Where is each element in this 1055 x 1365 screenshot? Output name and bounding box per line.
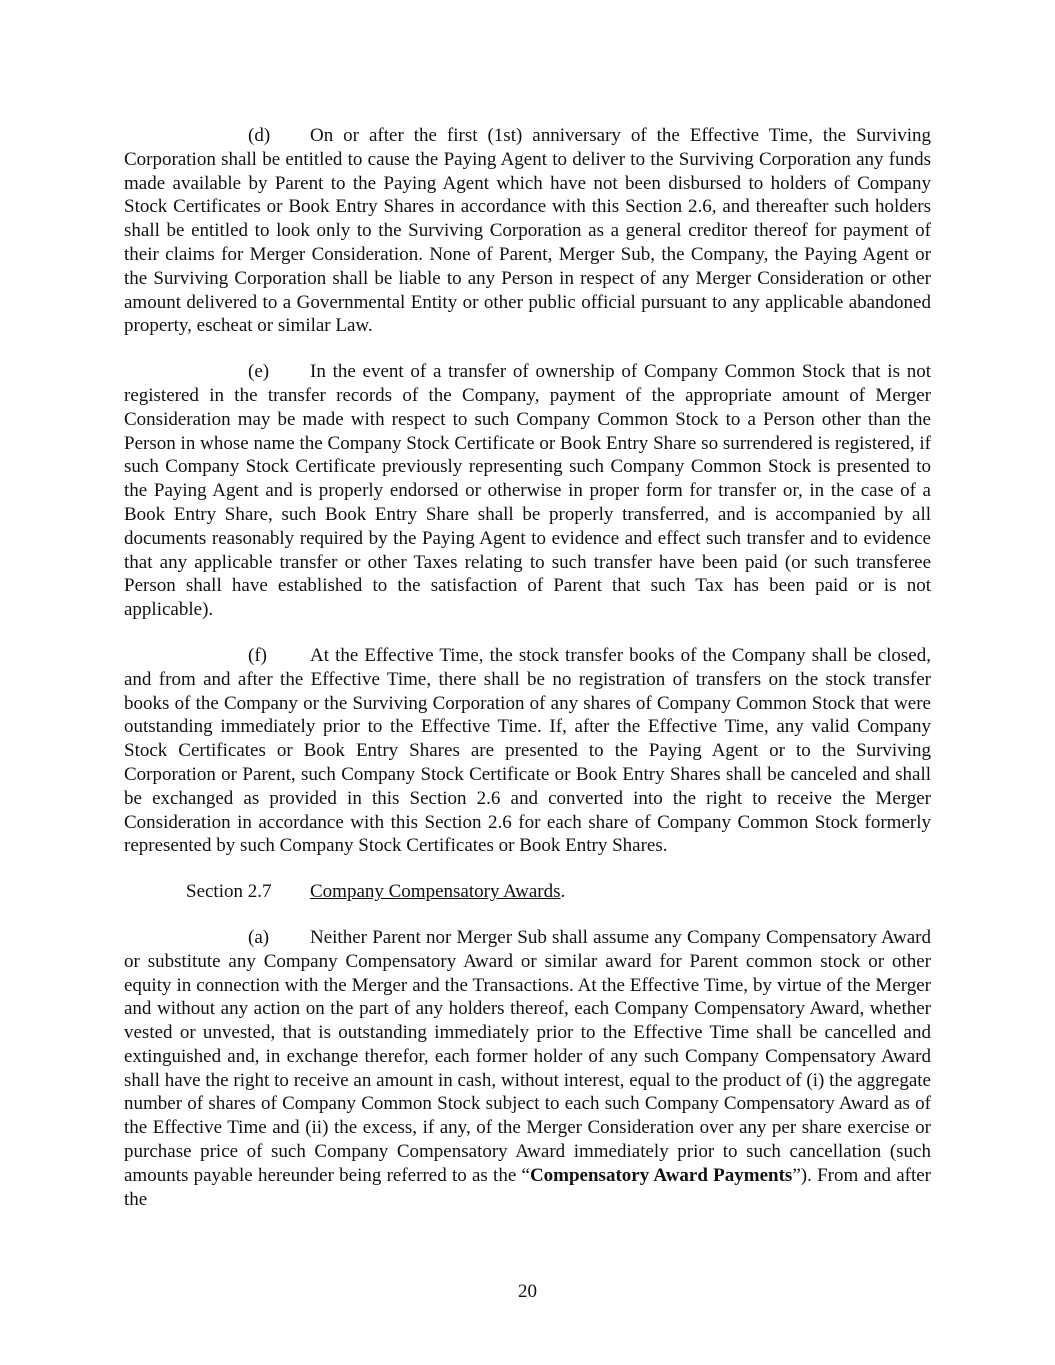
- paragraph-d-text: On or after the first (1st) anniversary of the Effective Time, the Surviving Corporation shall be entitled to cause the Paying Agent to deliver to the Surviving Corporation any funds made available by Parent to the Paying Agent which have not been disbursed to holders of Company Stock Certificates or Book Entry Shares in accordance with this Section 2.6, and thereafter such holders shall be entitled to look only to the Surviving Corporation as a general creditor thereof for payment of their claims for Merger Consideration. None of Parent, Merger Sub, the Company, the Paying Agent or the Surviving Corporation shall be liable to any Person in respect of any Merger Consideration or other amount delivered to a Governmental Entity or other public official pursuant to any applicable abandoned property, escheat or similar Law.: [124, 125, 931, 337]
- paragraph-a: [124, 926, 931, 1212]
- section-number: Section 2.7: [186, 881, 272, 903]
- paragraph-e: [124, 360, 931, 622]
- paragraph-f-label: (f): [248, 644, 267, 666]
- section-2-7-heading: [124, 880, 931, 904]
- paragraph-a-text-end: ”). From and after the: [124, 1164, 931, 1210]
- document-body: [124, 124, 931, 1233]
- section-title-period: .: [560, 881, 566, 903]
- paragraph-f: [124, 644, 931, 858]
- paragraph-f-text: At the Effective Time, the stock transfer books of the Company shall be closed, and from and after the Effective Time, there shall be no registration of transfers on the stock transfer books of the Company or the Surviving Corporation of any shares of Company Common Stock that were outstanding immediately prior to the Effective Time. If, after the Effective Time, any valid Company Stock Certificates or Book Entry Shares are presented to the Paying Agent or to the Surviving Corporation or Parent, such Company Stock Certificate or Book Entry Shares shall be canceled and shall be exchanged as provided in this Section 2.6 and converted into the right to receive the Merger Consideration in accordance with this Section 2.6 for each share of Company Common Stock formerly represented by such Company Stock Certificates or Book Entry Shares.: [124, 644, 931, 857]
- paragraph-d: [124, 124, 931, 338]
- paragraph-e-text: In the event of a transfer of ownership of Company Common Stock that is not registered in the transfer records of the Company, payment of the appropriate amount of Merger Consideration may be made with respect to such Company Common Stock to a Person other than the Person in whose name the Company Stock Certificate or Book Entry Share so surrendered is registered, if such Company Stock Certificate previously representing such Company Common Stock is presented to the Paying Agent and is properly endorsed or otherwise in proper form for transfer or, in the case of a Book Entry Share, such Book Entry Share shall be properly transferred, and is accompanied by all documents reasonably required by the Paying Agent to evidence and effect such transfer and to evidence that any applicable transfer or other Taxes relating to such transfer have been paid (or such transferee Person shall have established to the satisfaction of Parent that such Tax has been paid or is not applicable).: [124, 361, 931, 621]
- paragraph-e-label: (e): [248, 361, 270, 383]
- page-number: 20: [518, 1281, 537, 1302]
- paragraph-d-label: (d): [248, 125, 271, 146]
- defined-term-compensatory-award-payments: Compensatory Award Payments: [529, 1164, 793, 1186]
- section-title: Company Compensatory Awards: [310, 881, 561, 903]
- paragraph-a-label: (a): [248, 926, 270, 948]
- paragraph-a-text: Neither Parent nor Merger Sub shall assume any Company Compensatory Award or substitute any Company Compensatory Award or similar award for Parent common stock or other equity in connection with the Merger and the Transactions. At the Effective Time, by virtue of the Merger and without any action on the part of any holders thereof, each Company Compensatory Award, whether vested or unvested, that is outstanding immediately prior to the Effective Time shall be cancelled and extinguished and, in exchange therefor, each former holder of any such Company Compensatory Award shall have the right to receive an amount in cash, without interest, equal to the product of (i) the aggregate number of shares of Company Common Stock subject to each such Company Compensatory Award as of the Effective Time and (ii) the excess, if any, of the Merger Consideration over any per share exercise or purchase price of such Company Compensatory Award immediately prior to such cancellation (such amounts payable hereunder being referred to as the “: [124, 926, 931, 1186]
